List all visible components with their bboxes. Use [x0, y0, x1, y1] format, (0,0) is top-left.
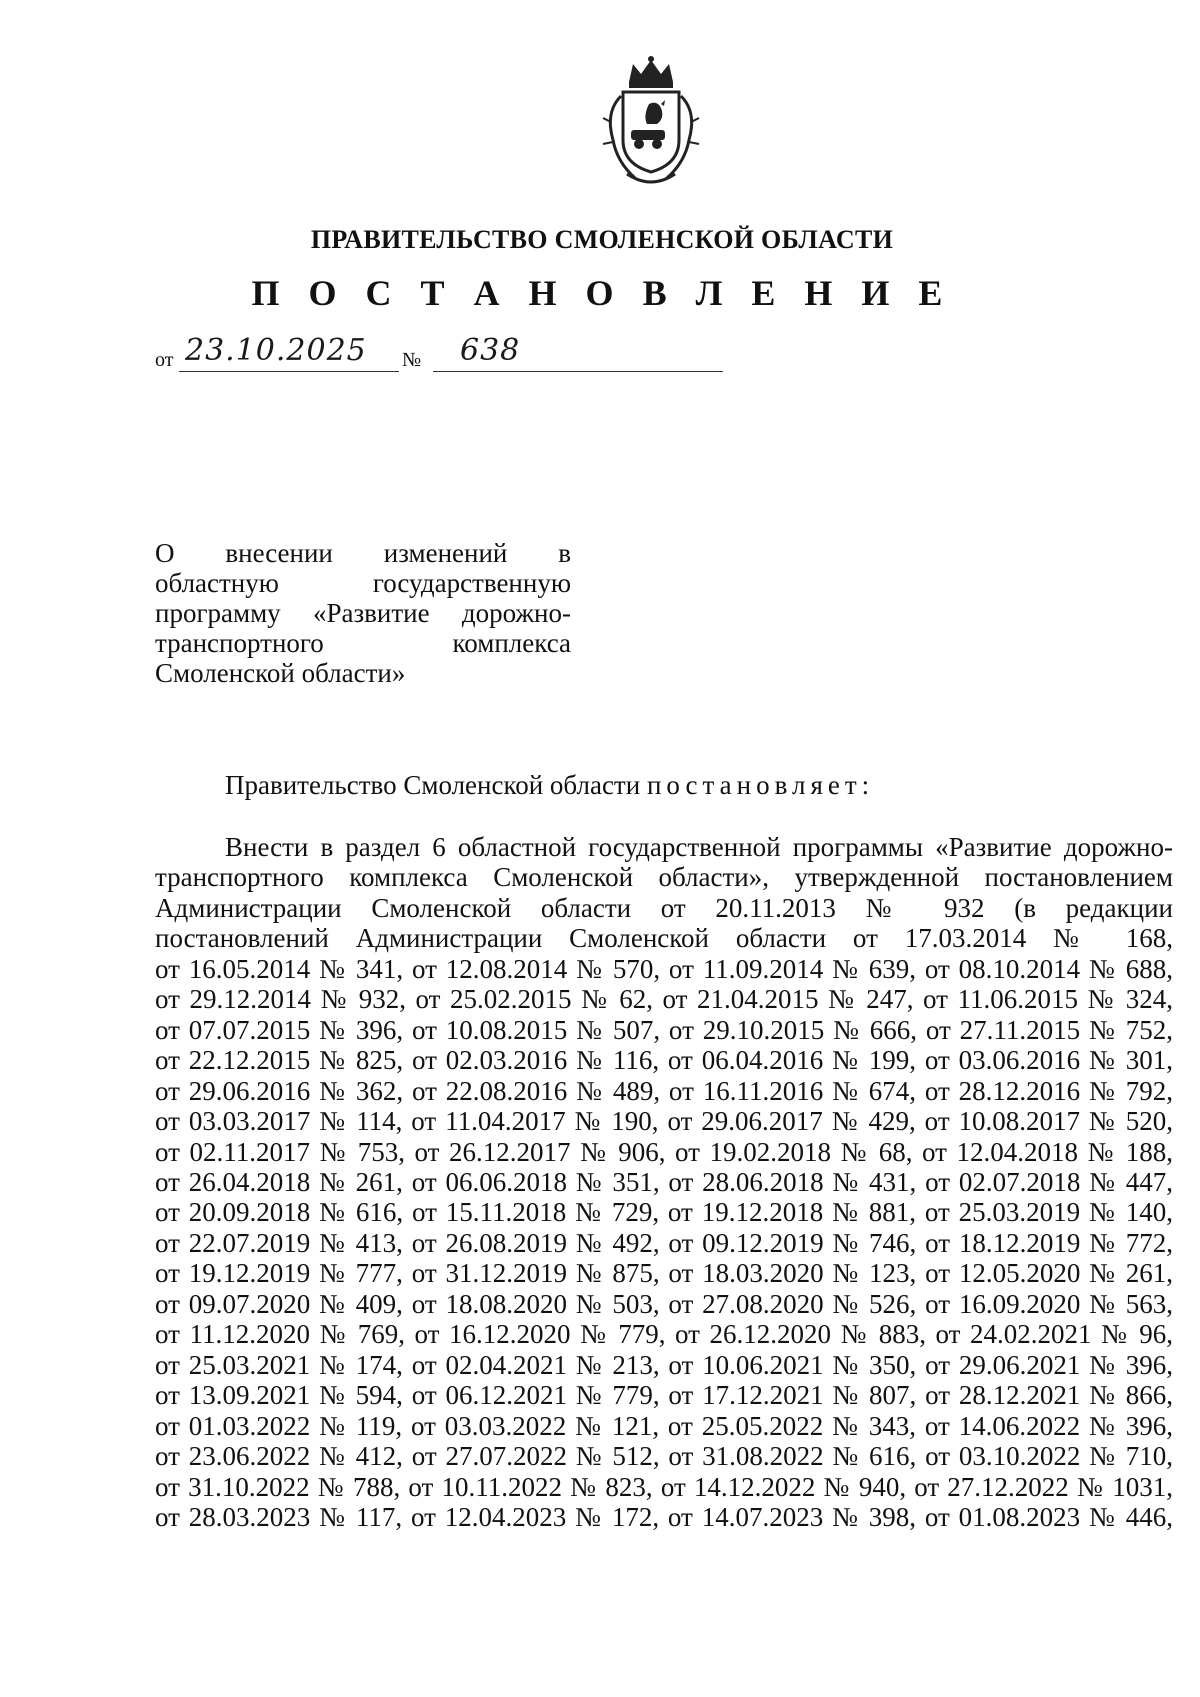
body-line: Администрации Смоленской области от 20.11.2013 № 932 (в редакции [155, 892, 1173, 923]
body-line: транспортного комплекса Смоленской области», утвержденной постановлением [155, 862, 1173, 893]
subject-line: программу «Развитие дорожно- [155, 598, 571, 628]
body-line: от 19.12.2019 № 777, от 31.12.2019 № 875, от 18.03.2020 № 123, от 12.05.2020 № 261, [155, 1258, 1173, 1289]
body-line: от 01.03.2022 № 119, от 03.03.2022 № 121, от 25.05.2022 № 343, от 14.06.2022 № 396, [155, 1410, 1173, 1441]
document-type-heading: П О С Т А Н О В Л Е Н И Е [251, 273, 953, 313]
body-line: от 25.03.2021 № 174, от 02.04.2021 № 213, от 10.06.2021 № 350, от 29.06.2021 № 396, [155, 1349, 1173, 1380]
decree-prefix: Правительство Смоленской области [225, 770, 647, 800]
body-line: от 31.10.2022 № 788, от 10.11.2022 № 823, от 14.12.2022 № 940, от 27.12.2022 № 1031, [155, 1471, 1173, 1502]
document-body [155, 832, 1173, 1532]
body-line: постановлений Администрации Смоленской области от 17.03.2014 № 168, [155, 923, 1173, 954]
body-line: от 02.11.2017 № 753, от 26.12.2017 № 906, от 19.02.2018 № 68, от 12.04.2018 № 188, [155, 1136, 1173, 1167]
subject-line: О внесении изменений в [155, 538, 571, 568]
body-line: от 03.03.2017 № 114, от 11.04.2017 № 190, от 29.06.2017 № 429, от 10.08.2017 № 520, [155, 1106, 1173, 1137]
body-line: от 23.06.2022 № 412, от 27.07.2022 № 512, от 31.08.2022 № 616, от 03.10.2022 № 710, [155, 1441, 1173, 1472]
body-line: от 07.07.2015 № 396, от 10.08.2015 № 507, от 29.10.2015 № 666, от 27.11.2015 № 752, [155, 1014, 1173, 1045]
number-underline [433, 371, 723, 372]
decree-verb: постановляет: [646, 770, 875, 800]
subject-line: областную государственную [155, 568, 571, 598]
body-line: от 22.12.2015 № 825, от 02.03.2016 № 116, от 06.04.2016 № 199, от 03.06.2016 № 301, [155, 1045, 1173, 1076]
body-line: от 11.12.2020 № 769, от 16.12.2020 № 779, от 26.12.2020 № 883, от 24.02.2021 № 96, [155, 1319, 1173, 1350]
handwritten-number: 638 [460, 333, 521, 368]
body-line: от 13.09.2021 № 594, от 06.12.2021 № 779, от 17.12.2021 № 807, от 28.12.2021 № 866, [155, 1380, 1173, 1411]
body-line: от 28.03.2023 № 117, от 12.04.2023 № 172, от 14.07.2023 № 398, от 01.08.2023 № 446, [155, 1501, 1173, 1532]
organization-title: ПРАВИТЕЛЬСТВО СМОЛЕНСКОЙ ОБЛАСТИ [310, 225, 894, 254]
subject-line: транспортного комплекса [155, 628, 571, 658]
body-line: от 20.09.2018 № 616, от 15.11.2018 № 729, от 19.12.2018 № 881, от 25.03.2019 № 140, [155, 1197, 1173, 1228]
decree-line [225, 770, 874, 801]
date-prefix-label: от [155, 349, 174, 371]
body-line: от 29.12.2014 № 932, от 25.02.2015 № 62, от 21.04.2015 № 247, от 11.06.2015 № 324, [155, 984, 1173, 1015]
subject-line: Смоленской области» [155, 658, 406, 688]
body-line: от 09.07.2020 № 409, от 18.08.2020 № 503, от 27.08.2020 № 526, от 16.09.2020 № 563, [155, 1288, 1173, 1319]
number-prefix-label: № [402, 349, 422, 371]
coat-of-arms-icon [591, 52, 711, 192]
document-subject [155, 538, 571, 688]
body-line: от 16.05.2014 № 341, от 12.08.2014 № 570, от 11.09.2014 № 639, от 08.10.2014 № 688, [155, 953, 1173, 984]
body-line: от 22.07.2019 № 413, от 26.08.2019 № 492, от 09.12.2019 № 746, от 18.12.2019 № 772, [155, 1227, 1173, 1258]
body-line: от 26.04.2018 № 261, от 06.06.2018 № 351, от 28.06.2018 № 431, от 02.07.2018 № 447, [155, 1166, 1173, 1197]
date-underline [179, 371, 399, 372]
body-line: от 29.06.2016 № 362, от 22.08.2016 № 489, от 16.11.2016 № 674, от 28.12.2016 № 792, [155, 1075, 1173, 1106]
handwritten-date: 23.10.2025 [185, 333, 367, 368]
body-line: Внести в раздел 6 областной государственной программы «Развитие дорожно- [225, 832, 1173, 862]
